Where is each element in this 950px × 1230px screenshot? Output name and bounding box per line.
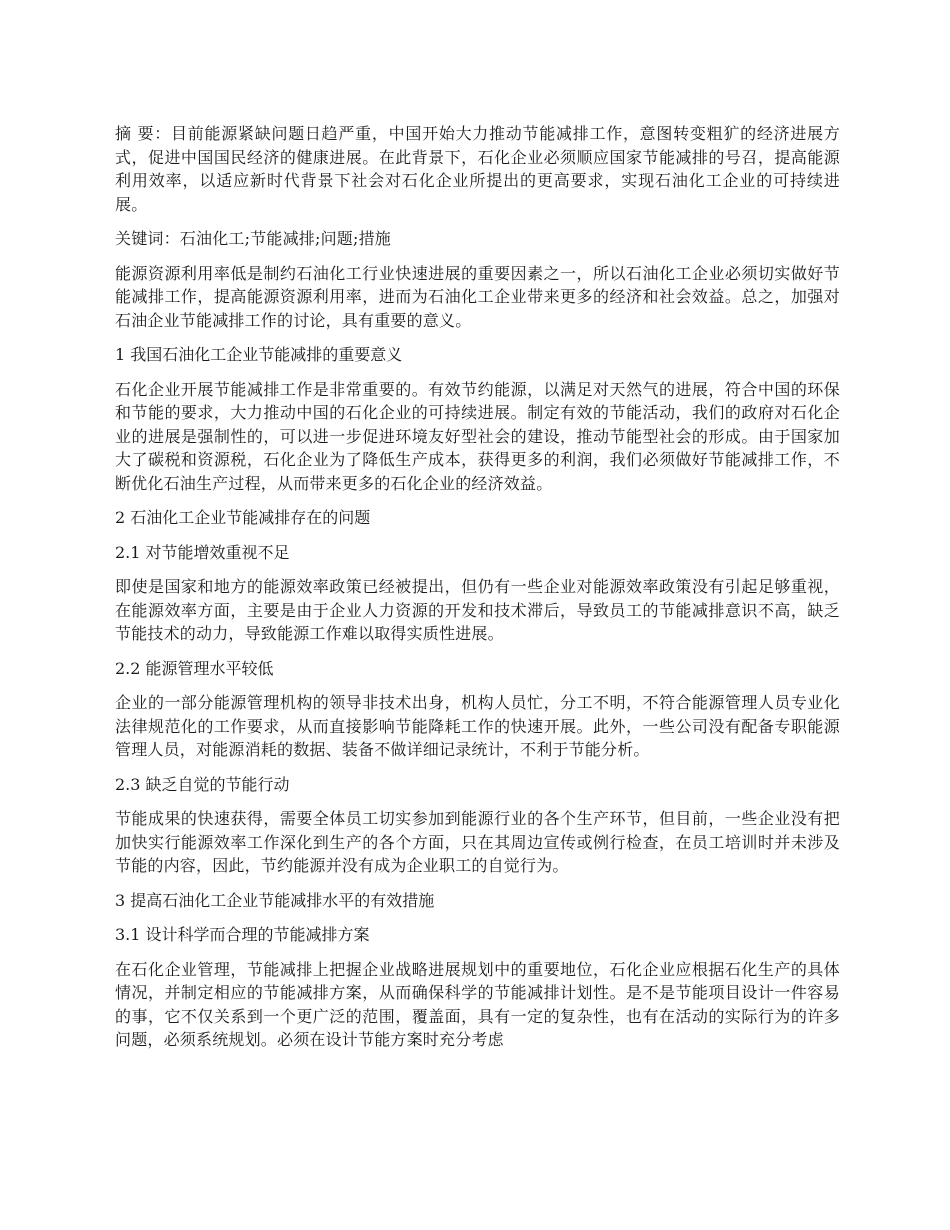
section-3-1-body: 在石化企业管理，节能减排上把握企业战略进展规划中的重要地位，石化企业应根据石化生产的具体情况，并制定相应的节能减排方案，从而确保科学的节能减排计划性。是不是节能项目设计一件容易的事，它不仅关系到一个更广泛的范围，覆盖面，具有一定的复杂性，也有在活动的实际行为的许多问题，必须系统规划。必须在设计节能方案时充分考虑 [115,959,840,1049]
section-2-2-heading: 2.2 能源管理水平较低 [115,658,274,678]
section-2-heading: 2 石油化工企业节能减排存在的问题 [115,508,371,527]
keywords-line: 关键词：石油化工;节能减排;问题;措施 [115,229,391,248]
section-3-heading: 3 提高石油化工企业节能减排水平的有效措施 [115,890,435,910]
intro-paragraph: 能源资源利用率低是制约石油化工行业快速进展的重要因素之一，所以石油化工企业必须切实做好节能减排工作，提高能源资源利用率，进而为石油化工企业带来更多的经济和社会效益。总之，加强对石油企业节能减排工作的讨论，具有重要的意义。 [115,263,840,330]
abstract-paragraph: 摘 要：目前能源紧缺问题日趋严重，中国开始大力推动节能减排工作，意图转变粗犷的经济进展方式，促进中国国民经济的健康进展。在此背景下，石化企业必须顺应国家节能减排的号召，提高能源利用效率，以适应新时代背景下社会对石化企业所提出的更高要求，实现石油化工企业的可持续进展。 [115,124,840,214]
section-2-1-body: 即使是国家和地方的能源效率政策已经被提出，但仍有一些企业对能源效率政策没有引起足够重视，在能源效率方面，主要是由于企业人力资源的开发和技术滞后，导致员工的节能减排意识不高，缺乏节能技术的动力，导致能源工作难以取得实质性进展。 [115,577,840,643]
document-page [115,122,840,1063]
section-3-1-heading: 3.1 设计科学而合理的节能减排方案 [115,925,370,944]
section-2-2-body: 企业的一部分能源管理机构的领导非技术出身，机构人员忙，分工不明，不符合能源管理人员专业化法律规范化的工作要求，从而直接影响节能降耗工作的快速开展。此外，一些公司没有配备专职能源管理人员，对能源消耗的数据、装备不做详细记录统计，不利于节能分析。 [115,693,840,759]
section-1-heading: 1 我国石油化工企业节能减排的重要意义 [115,345,403,364]
section-2-3-body: 节能成果的快速获得，需要全体员工切实参加到能源行业的各个生产环节，但目前，一些企业没有把加快实行能源效率工作深化到生产的各个方面，只在其周边宣传或例行检查，在员工培训时并未涉及节能的内容，因此，节约能源并没有成为企业职工的自觉行为。 [115,809,840,875]
section-2-1-heading: 2.1 对节能增效重视不足 [115,542,290,562]
section-1-body: 石化企业开展节能减排工作是非常重要的。有效节约能源，以满足对天然气的进展，符合中国的环保和节能的要求，大力推动中国的石化企业的可持续进展。制定有效的节能活动，我们的政府对石化企业的进展是强制性的，可以进一步促进环境友好型社会的建设，推动节能型社会的形成。由于国家加大了碳税和资源税，石化企业为了降低生产成本，获得更多的利润，我们必须做好节能减排工作，不断优化石油生产过程，从而带来更多的石化企业的经济效益。 [115,379,840,493]
section-2-3-heading: 2.3 缺乏自觉的节能行动 [115,774,290,794]
